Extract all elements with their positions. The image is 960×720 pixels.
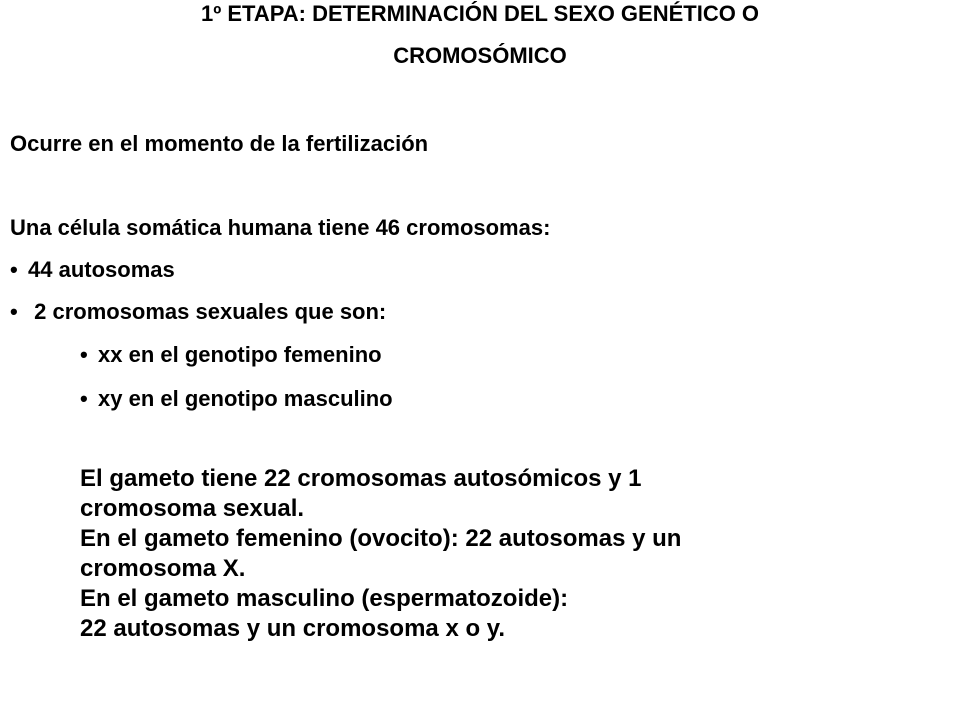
gamete-line: 22 autosomas y un cromosoma x o y. (80, 615, 506, 642)
bullet-icon: • (80, 342, 88, 367)
slide-title (0, 0, 960, 77)
title-line-2: CROMOSÓMICO (393, 43, 567, 68)
sub-bullet-item-female (80, 341, 382, 369)
bullet-item-autosomes (10, 256, 175, 284)
bullet-icon: • (10, 257, 18, 282)
title-line-1: 1º ETAPA: DETERMINACIÓN DEL SEXO GENÉTICO O (200, 1, 760, 26)
bullet-icon: • (10, 299, 18, 324)
gamete-paragraph (80, 464, 840, 644)
sub-bullet-item-male (80, 385, 393, 413)
gamete-line: cromosoma X. (80, 555, 246, 582)
bullet-item-sex-chromosomes (10, 298, 386, 326)
fertilization-statement: Ocurre en el momento de la fertilización (10, 131, 429, 156)
gamete-line: El gameto tiene 22 cromosomas autosómicos y 1 (80, 465, 642, 492)
sub-bullet-text: xx en el genotipo femenino (98, 342, 382, 367)
bullet-text: 44 autosomas (28, 257, 175, 282)
sub-bullet-text: xy en el genotipo masculino (98, 386, 393, 411)
somatic-cell-intro: Una célula somática humana tiene 46 cromosomas: (10, 215, 551, 240)
gamete-line: cromosoma sexual. (80, 495, 305, 522)
bullet-icon: • (80, 386, 88, 411)
gamete-line: En el gameto femenino (ovocito): 22 autosomas y un (80, 525, 682, 552)
bullet-text: 2 cromosomas sexuales que son: (28, 299, 387, 324)
gamete-line: En el gameto masculino (espermatozoide): (80, 585, 569, 612)
